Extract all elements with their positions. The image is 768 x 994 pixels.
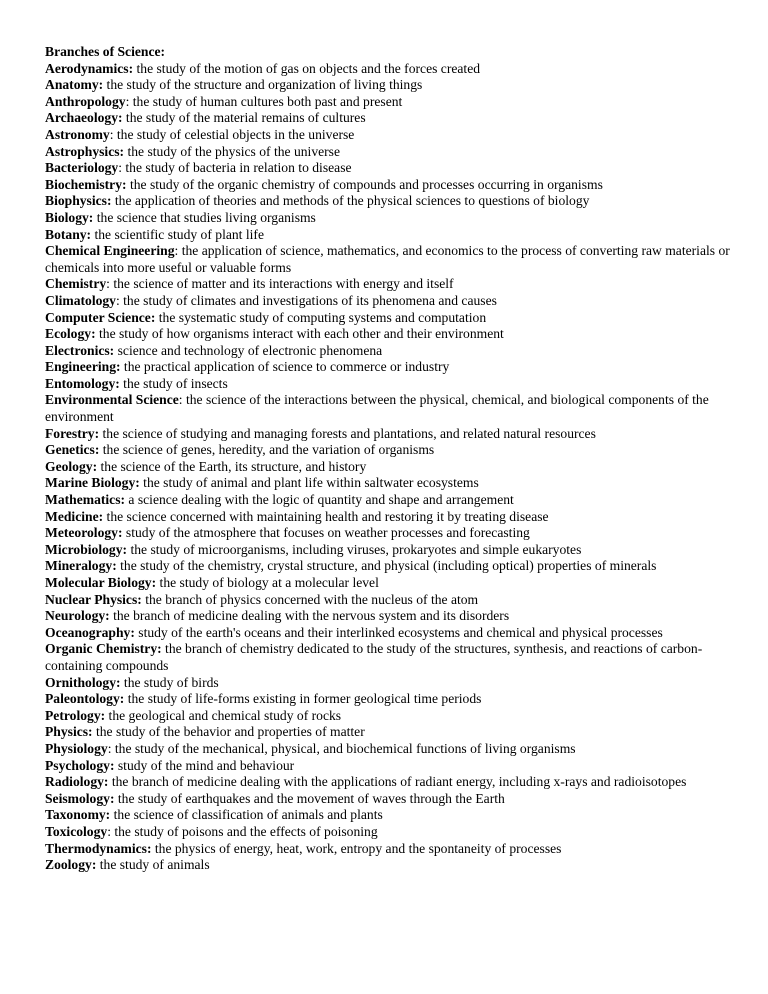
entry-definition: the science of studying and managing forests and plantations, and related natural resources bbox=[99, 425, 596, 441]
definition-entry bbox=[45, 310, 735, 327]
definition-entry bbox=[45, 691, 735, 708]
entry-definition: study of the atmosphere that focuses on weather processes and forecasting bbox=[122, 525, 530, 541]
definition-entry bbox=[45, 426, 735, 443]
entry-term: Ornithology: bbox=[45, 674, 121, 690]
entry-definition: : the study of the mechanical, physical, and biochemical functions of living organisms bbox=[107, 740, 576, 756]
entry-term: Neurology: bbox=[45, 608, 110, 624]
definition-entry bbox=[45, 608, 735, 625]
entry-definition: the science of genes, heredity, and the variation of organisms bbox=[99, 442, 435, 458]
definition-entry bbox=[45, 525, 735, 542]
definition-entry bbox=[45, 592, 735, 609]
definition-entry bbox=[45, 94, 735, 111]
definition-entry bbox=[45, 392, 735, 425]
entry-term: Ecology: bbox=[45, 326, 96, 342]
entry-definition: : the science of the interactions between the physical, chemical, and biological components of the environment bbox=[45, 392, 709, 425]
definition-entry bbox=[45, 509, 735, 526]
definition-entry bbox=[45, 641, 735, 674]
entry-term: Organic Chemistry: bbox=[45, 641, 162, 657]
entry-definition: the branch of medicine dealing with the nervous system and its disorders bbox=[109, 608, 510, 624]
definition-entry bbox=[45, 558, 735, 575]
entry-definition: science and technology of electronic phenomena bbox=[114, 342, 383, 358]
definition-entry bbox=[45, 542, 735, 559]
entry-term: Seismology: bbox=[45, 790, 115, 806]
definition-entry bbox=[45, 774, 735, 791]
entry-definition: the physics of energy, heat, work, entropy and the spontaneity of processes bbox=[151, 840, 562, 856]
entry-term: Engineering: bbox=[45, 359, 121, 375]
page-title: Branches of Science: bbox=[45, 44, 166, 59]
definition-entry bbox=[45, 77, 735, 94]
entry-definition: : the study of celestial objects in the universe bbox=[109, 126, 355, 142]
entry-term: Taxonomy: bbox=[45, 807, 111, 823]
entry-term: Computer Science: bbox=[45, 309, 156, 325]
entry-definition: the application of theories and methods of the physical sciences to questions of biology bbox=[111, 193, 590, 209]
entry-term: Anthropology bbox=[45, 93, 126, 109]
entry-definition: : the study of climates and investigations of its phenomena and causes bbox=[115, 292, 497, 308]
entry-term: Thermodynamics: bbox=[45, 840, 152, 856]
entry-definition: study of the mind and behaviour bbox=[114, 757, 295, 773]
definition-entry bbox=[45, 791, 735, 808]
entry-definition: the study of the chemistry, crystal structure, and physical (including optical) properties of minerals bbox=[116, 558, 657, 574]
definition-entry bbox=[45, 376, 735, 393]
definition-entry bbox=[45, 193, 735, 210]
entry-definition: the study of the material remains of cultures bbox=[122, 110, 366, 126]
entry-term: Nuclear Physics: bbox=[45, 591, 142, 607]
definition-entry bbox=[45, 758, 735, 775]
document-page bbox=[45, 44, 735, 874]
entry-definition: the study of microorganisms, including viruses, prokaryotes and simple eukaryotes bbox=[127, 541, 582, 557]
entry-term: Astronomy bbox=[45, 126, 110, 142]
definition-entry bbox=[45, 227, 735, 244]
entry-term: Zoology: bbox=[45, 857, 97, 873]
entry-definition: the study of the structure and organization of living things bbox=[103, 77, 423, 93]
entry-term: Botany: bbox=[45, 226, 92, 242]
entry-definition: study of the earth's oceans and their interlinked ecosystems and chemical and physical processes bbox=[134, 624, 663, 640]
entry-definition: the practical application of science to commerce or industry bbox=[120, 359, 450, 375]
definition-entry bbox=[45, 144, 735, 161]
entry-definition: the study of the organic chemistry of compounds and processes occurring in organisms bbox=[126, 176, 603, 192]
entry-definition: the science of the Earth, its structure, and history bbox=[97, 458, 367, 474]
definition-entry bbox=[45, 708, 735, 725]
entry-term: Climatology bbox=[45, 292, 116, 308]
entry-definition: : the study of poisons and the effects of poisoning bbox=[107, 823, 378, 839]
entry-term: Entomology: bbox=[45, 375, 120, 391]
definition-entry bbox=[45, 857, 735, 874]
entry-definition: the study of the behavior and properties of matter bbox=[92, 724, 365, 740]
entry-term: Mathematics: bbox=[45, 492, 126, 508]
definition-entry bbox=[45, 459, 735, 476]
entry-definition: : the science of matter and its interactions with energy and itself bbox=[106, 276, 454, 292]
entry-definition: a science dealing with the logic of quantity and shape and arrangement bbox=[125, 492, 514, 508]
entry-definition: the study of biology at a molecular level bbox=[156, 575, 379, 590]
definition-entry bbox=[45, 675, 735, 692]
definition-list bbox=[45, 61, 735, 874]
entry-term: Chemistry bbox=[45, 276, 107, 292]
entry-term: Microbiology: bbox=[45, 541, 128, 557]
entry-term: Physiology bbox=[45, 740, 108, 756]
definition-entry bbox=[45, 160, 735, 177]
entry-term: Psychology: bbox=[45, 757, 115, 773]
definition-entry bbox=[45, 575, 735, 592]
entry-term: Petrology: bbox=[45, 707, 106, 723]
definition-entry bbox=[45, 807, 735, 824]
entry-definition: the systematic study of computing systems and computation bbox=[155, 309, 487, 325]
entry-definition: the branch of physics concerned with the nucleus of the atom bbox=[141, 591, 479, 607]
entry-term: Radiology: bbox=[45, 774, 109, 790]
entry-term: Marine Biology: bbox=[45, 475, 140, 491]
definition-entry bbox=[45, 127, 735, 144]
entry-definition: the study of the motion of gas on objects and the forces created bbox=[133, 60, 481, 76]
entry-term: Biology: bbox=[45, 209, 94, 225]
entry-definition: : the study of bacteria in relation to disease bbox=[118, 160, 352, 176]
entry-term: Forestry: bbox=[45, 425, 100, 441]
definition-entry bbox=[45, 359, 735, 376]
definition-entry bbox=[45, 625, 735, 642]
entry-term: Astrophysics: bbox=[45, 143, 125, 159]
definition-entry bbox=[45, 824, 735, 841]
definition-entry bbox=[45, 442, 735, 459]
entry-definition: : the study of human cultures both past and present bbox=[125, 93, 403, 109]
entry-definition: the study of insects bbox=[119, 375, 228, 391]
entry-term: Mineralogy: bbox=[45, 558, 117, 574]
entry-term: Geology: bbox=[45, 458, 98, 474]
entry-term: Archaeology: bbox=[45, 110, 123, 126]
entry-definition: the scientific study of plant life bbox=[91, 226, 264, 242]
definition-entry bbox=[45, 326, 735, 343]
definition-entry bbox=[45, 177, 735, 194]
entry-definition: the study of life-forms existing in former geological time periods bbox=[124, 691, 482, 707]
entry-term: Medicine: bbox=[45, 508, 104, 524]
entry-definition: the study of how organisms interact with each other and their environment bbox=[95, 326, 504, 342]
definition-entry bbox=[45, 293, 735, 310]
entry-definition: the science of classification of animals and plants bbox=[110, 807, 383, 823]
entry-term: Chemical Engineering bbox=[45, 243, 175, 259]
entry-definition: the branch of medicine dealing with the applications of radiant energy, including x-rays and radioisotopes bbox=[108, 774, 687, 790]
entry-term: Biochemistry: bbox=[45, 176, 127, 192]
entry-term: Anatomy: bbox=[45, 77, 104, 93]
definition-entry bbox=[45, 61, 735, 78]
definition-entry bbox=[45, 475, 735, 492]
entry-term: Molecular Biology: bbox=[45, 575, 157, 590]
entry-term: Bacteriology bbox=[45, 160, 119, 176]
definition-entry bbox=[45, 492, 735, 509]
definition-entry bbox=[45, 841, 735, 858]
definition-entry bbox=[45, 741, 735, 758]
entry-term: Biophysics: bbox=[45, 193, 112, 209]
entry-term: Aerodynamics: bbox=[45, 60, 134, 76]
entry-definition: the science concerned with maintaining health and restoring it by treating disease bbox=[103, 508, 549, 524]
definition-entry bbox=[45, 724, 735, 741]
entry-term: Meteorology: bbox=[45, 525, 123, 541]
entry-definition: the study of the physics of the universe bbox=[124, 143, 341, 159]
entry-term: Physics: bbox=[45, 724, 93, 740]
entry-definition: : the application of science, mathematics, and economics to the process of converting raw materials or chemicals into more useful or valuable forms bbox=[45, 243, 730, 275]
entry-definition: the study of birds bbox=[120, 674, 219, 690]
entry-definition: the geological and chemical study of rocks bbox=[105, 707, 342, 723]
entry-term: Electronics: bbox=[45, 342, 115, 358]
definition-entry bbox=[45, 210, 735, 227]
entry-term: Paleontology: bbox=[45, 691, 125, 707]
entry-definition: the study of animals bbox=[96, 857, 210, 873]
entry-definition: the study of animal and plant life within saltwater ecosystems bbox=[139, 475, 479, 491]
entry-definition: the branch of chemistry dedicated to the study of the structures, synthesis, and reactions of carbon-containing compounds bbox=[45, 641, 703, 673]
entry-definition: the study of earthquakes and the movement of waves through the Earth bbox=[114, 790, 505, 806]
entry-term: Toxicology bbox=[45, 823, 108, 839]
entry-term: Environmental Science bbox=[45, 392, 179, 408]
entry-term: Oceanography: bbox=[45, 624, 135, 640]
definition-entry bbox=[45, 276, 735, 293]
entry-term: Genetics: bbox=[45, 442, 100, 458]
definition-entry bbox=[45, 243, 735, 276]
definition-entry bbox=[45, 343, 735, 360]
entry-definition: the science that studies living organisms bbox=[93, 209, 316, 225]
definition-entry bbox=[45, 110, 735, 127]
